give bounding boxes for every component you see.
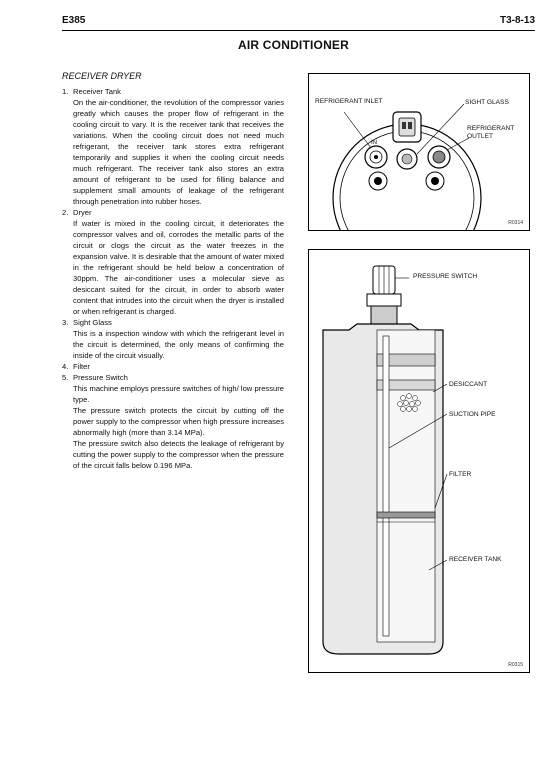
item-number: 4. [62,362,69,371]
item-number: 2. [62,208,69,217]
item-number: 5. [62,373,69,382]
label-in-mark: IN [371,140,377,146]
item-paragraph: The pressure switch protects the circuit by cutting off the power supply to the compressor when high pressure increases abnormally high (more than 3.14 MPa). [73,406,284,437]
text-column [62,86,284,471]
figure-code: R0315 [508,662,523,668]
item-title: Dryer [73,208,92,217]
item-title: Pressure Switch [73,373,128,382]
item-number: 3. [62,318,69,327]
page-number: T3-8-13 [499,15,535,26]
item-paragraph: The pressure switch also detects the leakage of refrigerant by cutting the power supply to the compressor when the pressure of the circuit falls below 0.196 MPa. [73,439,284,470]
label-pressure-switch: PRESSURE SWITCH [413,273,478,280]
item-title: Filter [73,362,90,371]
item-paragraph: This is a inspection window with which the refrigerant level in the circuit is determined, the only means of confirming the inside of the circuit visually. [73,329,284,360]
label-refrigerant-inlet: REFRIGERANT INLET [315,98,383,105]
label-refrigerant-outlet: REFRIGERANT OUTLET [467,125,515,140]
section-title: RECEIVER DRYER [62,71,142,81]
header-rule [62,30,535,31]
receiver-dryer-cutaway-figure [308,249,530,673]
item-receiver-tank [62,86,284,207]
item-paragraph: On the air-conditioner, the revolution of the compressor varies greatly which causes the proper flow of refrigerant in the cooling circuit to vary. It is the receiver tank that receives the variations. When the cooling circuit does not need much refrigerant, the receiver tank stores extra refrigerant temporarily and supplies it when the cooling circuit needs much refrigerant. The receiver tank also stores an extra amount of refrigerant to be used for filling balance and supplement small amounts of leakage of the refrigerant through penetration into rubber hoses. [73,98,284,206]
item-number: 1. [62,87,69,96]
item-filter [62,361,284,372]
label-receiver-tank: RECEIVER TANK [449,556,502,563]
receiver-dryer-top-view-figure [308,73,530,231]
item-title: Receiver Tank [73,87,121,96]
item-paragraph: If water is mixed in the cooling circuit, it deteriorates the compressor valves and oil, corrodes the metallic parts of the circuit or clogs the circuit as the water freezes in the expansion valve. It is desirable that the amount of water mixed in the refrigerant should be held below a concentration of 30ppm. The air-conditioner uses a molecular sieve as desiccant suited for the circuit, in order to absorb water content that intrudes into the circuit when the dryer is installed or when refrigerant is charged. [73,219,284,316]
item-sight-glass [62,317,284,361]
item-title: Sight Glass [73,318,112,327]
item-dryer [62,207,284,317]
figure-code: R0314 [508,220,523,226]
model-code: E385 [62,15,86,26]
page-title: AIR CONDITIONER [238,38,349,52]
item-paragraph: This machine employs pressure switches of high/ low pressure type. [73,384,284,404]
label-suction-pipe: SUCTION PIPE [449,411,496,418]
label-sight-glass: SIGHT GLASS [465,99,509,106]
item-pressure-switch [62,372,284,471]
label-desiccant: DESICCANT [449,381,488,388]
label-filter: FILTER [449,471,472,478]
cutaway-drawing [309,250,529,672]
